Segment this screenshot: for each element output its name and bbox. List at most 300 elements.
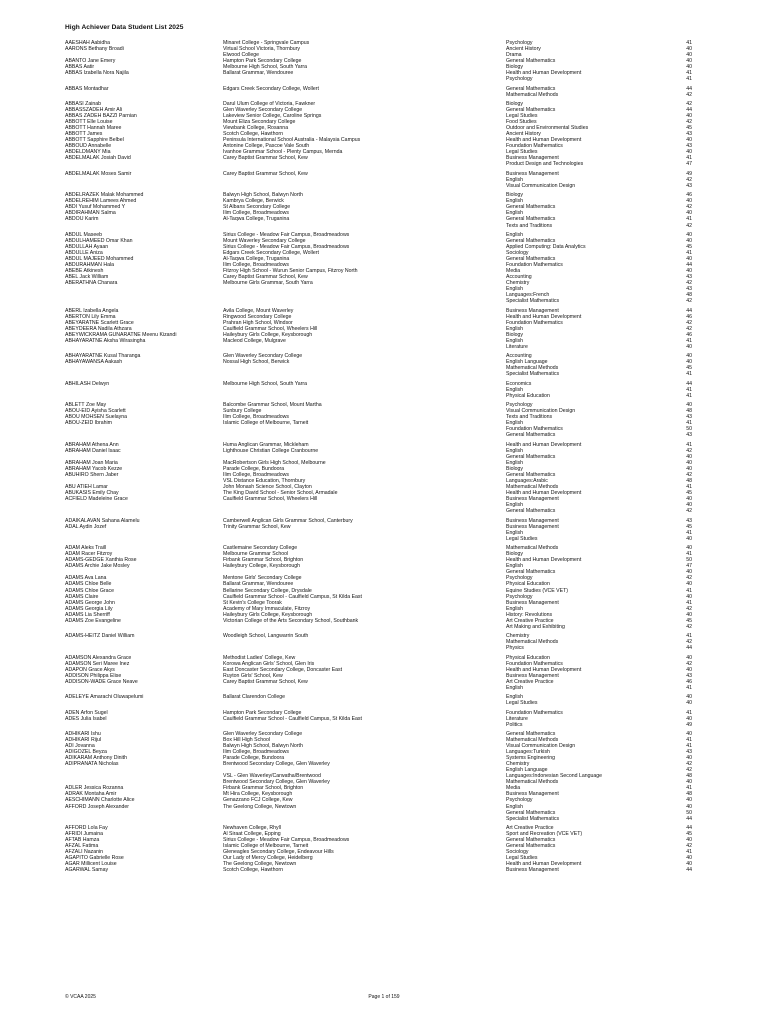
study-score: 40 [686,797,692,804]
school-name: Kambrya College, Berwick [223,198,284,205]
student-name: ABBOUD Annabelle [65,143,112,150]
school-name: Mentone Girls' Secondary College [223,575,302,582]
student-name: AGAR Millicent Louise [65,861,117,868]
subject-name: General Mathematics [506,569,556,576]
student-name: ABERL Izabella Angela [65,307,119,314]
study-score: 40 [686,755,692,762]
school-name: Scotch College, Hawthorn [223,131,283,138]
student-name: AFZALI Nazanin [65,849,104,856]
study-score: 40 [686,402,692,409]
student-name: ADI Jovanna [65,743,95,750]
subject-name: Foundation Mathematics [506,426,563,433]
subject-name: General Mathematics [506,432,556,439]
student-name: ABRAHAM Athena Ann [65,441,119,448]
subject-name: English [506,325,524,332]
student-name: AFRIDI Jumaina [65,831,104,838]
student-name: ABOU-EID Ayisha Scarlett [65,408,126,415]
study-score: 45 [686,617,692,624]
study-score: 40 [686,666,692,673]
study-score: 44 [686,380,692,387]
study-score: 45 [686,490,692,497]
study-score: 43 [686,286,692,293]
school-name: Trinity Grammar School, Kew [223,523,291,530]
study-score: 42 [686,623,692,630]
school-name: Lighthouse Christian College Cranbourne [223,447,319,454]
subject-name: History: Revolutions [506,611,553,618]
student-name: AFTAB Hamza [65,837,100,844]
study-score: 42 [686,222,692,229]
subject-name: Visual Communication Design [506,743,576,750]
student-name: ABHAYARATNE Aksha Wirasingha [65,337,146,344]
study-score: 50 [686,426,692,433]
subject-name: Legal Studies [506,855,538,862]
school-name: Ruyton Girls' School, Kew [223,672,283,679]
study-score: 43 [686,143,692,150]
student-name: ABDOU Karim [65,216,99,223]
study-score: 42 [686,472,692,479]
student-name: ABU ATIEH Lamar [65,484,108,491]
study-score: 41 [686,737,692,744]
subject-name: Mathematical Methods [506,737,559,744]
subject-name: English [506,529,524,536]
student-name: ABOU MOHSEN Suelayna [65,414,127,421]
subject-name: Literature [506,715,528,722]
subject-name: Art Creative Practice [506,678,554,685]
study-score: 40 [686,58,692,65]
study-score: 41 [686,684,692,691]
subject-name: Chemistry [506,633,530,640]
student-name: ADAMS-GEDGE Xanthia Rose [65,557,137,564]
school-name: Balcombe Grammar School, Mount Martha [223,402,322,409]
study-score: 41 [686,484,692,491]
school-name: Ilim College, Broadmeadows [223,749,290,756]
school-name: Parade College, Bundoora [223,755,285,762]
school-name: Carey Baptist Grammar School, Kew [223,155,308,162]
subject-name: General Mathematics [506,730,556,737]
subject-name: Mathematical Methods [506,545,559,552]
subject-name: Foundation Mathematics [506,262,563,269]
school-name: Sirius College - Meadow Fair Campus, Broadmeadows [223,231,350,238]
subject-name: English Language [506,359,548,366]
subject-name: English [506,198,524,205]
school-name: Carey Baptist Grammar School, Kew [223,274,308,281]
subject-name: General Mathematics [506,85,556,92]
subject-name: Mathematical Methods [506,779,559,786]
school-name: MacRobertson Girls High School, Melbourne [223,459,326,466]
subject-name: Psychology [506,76,533,83]
school-name: Melbourne High School, South Yarra [223,380,308,387]
student-name: ABOU-ZEID Ibrahim [65,420,112,427]
subject-name: Health and Human Development [506,441,582,448]
student-name: AARONS Bethany Broadi [65,46,124,53]
study-score: 40 [686,64,692,71]
subject-name: Business Management [506,517,559,524]
study-score: 44 [686,867,692,874]
school-name: Mount Eliza Secondary College [223,119,296,126]
student-name: ABERTON Lily Emma [65,313,116,320]
study-score: 40 [686,237,692,244]
study-score: 40 [686,466,692,473]
study-score: 41 [686,441,692,448]
student-name: ABEL Jack William [65,274,109,281]
study-score: 50 [686,809,692,816]
student-name: ABHAYARATNE Kusal Tharanga [65,353,141,360]
student-name: AFFORD Lola Fay [65,824,108,831]
subject-name: Business Management [506,155,559,162]
student-name: ADAMS Ava Lana [65,575,107,582]
study-score: 45 [686,243,692,250]
student-name: ABDELMALAK Moses Samir [65,170,132,177]
student-name: ADAMS Georgia Lily [65,605,113,612]
school-name: Ivanhoe Grammar School - Plenty Campus, Mernda [223,149,343,156]
footer-page-number: Page 1 of 159 [368,994,400,1000]
student-name: ABERATHNA Chanara [65,280,118,287]
subject-name: Legal Studies [506,149,538,156]
student-name: ABDUL Maseeb [65,231,103,238]
school-name: Scotch College, Hawthorn [223,867,283,874]
student-name: ADAMS Claire [65,593,99,600]
school-name: Islamic College of Melbourne, Tarneit [223,843,309,850]
school-name: Castlemaine Secondary College [223,545,298,552]
school-name: Avila College, Mount Waverley [223,307,294,314]
subject-name: General Mathematics [506,204,556,211]
student-name: ABEYWICKRAMA GUNARATNE Meenu Kizandi [65,331,177,338]
school-name: Edgars Creek Secondary College, Wollert [223,85,319,92]
subject-name: English [506,176,524,183]
study-score: 40 [686,343,692,350]
study-score: 40 [686,730,692,737]
subject-name: Media [506,268,521,275]
subject-name: Business Management [506,672,559,679]
school-name: St Kevin's College Toorak [223,599,282,606]
student-name: ADLER Jessica Rozanna [65,785,124,792]
subject-name: Sport and Recreation (VCE VET) [506,831,583,838]
student-name: ABUKASIS Emily Chay [65,490,119,497]
study-score: 46 [686,192,692,199]
study-score: 40 [686,569,692,576]
study-score: 40 [686,803,692,810]
study-score: 41 [686,337,692,344]
study-score: 40 [686,198,692,205]
school-name: Newhaven College, Rhyll [223,824,281,831]
study-score: 40 [686,502,692,509]
school-name: Bellarine Secondary College, Drysdale [223,587,312,594]
study-score: 41 [686,849,692,856]
subject-name: Legal Studies [506,113,538,120]
subject-name: Business Management [506,867,559,874]
student-name: ABLETT Zoe May [65,402,107,409]
subject-name: English [506,210,524,217]
student-name: ABDI Yusuf Mohammed Y [65,204,126,211]
study-score: 42 [686,575,692,582]
subject-name: General Mathematics [506,237,556,244]
subject-name: Health and Human Development [506,666,582,673]
school-name: Macleod College, Mulgrave [223,337,286,344]
subject-name: Biology [506,64,524,71]
study-score: 41 [686,785,692,792]
study-score: 42 [686,660,692,667]
school-name: Firbank Grammar School, Brighton [223,785,304,792]
school-name: The Geelong College, Newtown [223,861,297,868]
study-score: 46 [686,331,692,338]
study-score: 41 [686,70,692,77]
student-name: ADAIKALAVAN Sahana Alamelu [65,517,140,524]
student-name: ABBAS Montadhar [65,85,109,92]
subject-name: Foundation Mathematics [506,660,563,667]
subject-name: Physics [506,645,524,652]
study-score: 40 [686,855,692,862]
subject-name: Sociology [506,249,529,256]
student-name: ADELEYE Amarachi Oluwapelumi [65,694,144,701]
subject-name: Physical Education [506,654,550,661]
subject-name: Product Design and Technologies [506,161,584,168]
school-name: Prahran High School, Windsor [223,319,293,326]
study-score: 43 [686,672,692,679]
school-name: The Geelong College, Newtown [223,803,297,810]
study-score: 41 [686,216,692,223]
student-name: ADAMS Zoe Evangeline [65,617,121,624]
school-name: Ballarat Grammar, Wendouree [223,70,294,77]
student-name: ABBASSZADEH Amir Ali [65,107,123,114]
study-score: 43 [686,274,692,281]
subject-name: Art Creative Practice [506,824,554,831]
subject-name: English [506,386,524,393]
student-name: ABDELRAZEK Malak Mohammed [65,192,144,199]
student-name: AESCHIMANN Charlotte Alice [65,797,135,804]
school-name: Haileybury College, Keysborough [223,563,300,570]
school-name: Caulfield Grammar School, Wheelers Hill [223,325,318,332]
student-name: ABBAS ZADEH BAZZI Parnian [65,113,137,120]
school-name: Nossal High School, Berwick [223,359,290,366]
study-score: 40 [686,654,692,661]
school-name: VSL Distance Education, Thornbury [223,478,306,485]
study-score: 44 [686,262,692,269]
school-name: Peninsula International School Australia - Malaysia Campus [223,137,361,144]
student-name: ABRAHAM Joan Maria [65,459,118,466]
study-score: 41 [686,392,692,399]
study-score: 48 [686,478,692,485]
study-score: 40 [686,837,692,844]
study-score: 40 [686,353,692,360]
study-score: 41 [686,420,692,427]
subject-name: Health and Human Development [506,861,582,868]
study-score: 40 [686,453,692,460]
school-name: Elwood College [223,52,260,59]
subject-name: Foundation Mathematics [506,143,563,150]
student-name: ADAMS Chloe Grace [65,587,115,594]
subject-name: English [506,605,524,612]
study-score: 46 [686,313,692,320]
study-score: 48 [686,408,692,415]
subject-name: Specialist Mathematics [506,371,560,378]
subject-name: English [506,286,524,293]
student-name: ADAMS Archie Jake Mosley [65,563,130,570]
school-name: Edgars Creek Secondary College, Wollert [223,249,319,256]
study-score: 40 [686,149,692,156]
subject-name: Mathematical Methods [506,484,559,491]
subject-name: English Language [506,767,548,774]
subject-name: Foundation Mathematics [506,319,563,326]
subject-name: Texts and Traditions [506,222,553,229]
subject-name: Biology [506,101,524,108]
subject-name: Biology [506,466,524,473]
subject-name: Legal Studies [506,700,538,707]
study-score: 44 [686,85,692,92]
study-score: 42 [686,119,692,126]
school-name: Sirius College - Meadow Fair Campus, Broadmeadows [223,243,350,250]
student-name: AAESHAH Aabidha [65,40,110,46]
school-name: Carey Baptist Grammar School, Kew [223,170,308,177]
school-name: Mount Waverley Secondary College [223,237,306,244]
study-score: 40 [686,210,692,217]
subject-name: Ancient History [506,131,541,138]
student-name: ABEYARATNE Scarlett Grace [65,319,134,326]
study-score: 44 [686,645,692,652]
student-name: ADHIKARI Ishu [65,730,101,737]
student-name: ADAM Aleks Traill [65,545,107,552]
subject-name: Specialist Mathematics [506,815,560,822]
student-name: ADAMS Chloe Belle [65,581,112,588]
student-name: ABDELMALAK Josiah David [65,155,131,162]
school-name: Ilim College, Broadmeadows [223,414,290,421]
subject-name: Business Management [506,307,559,314]
study-score: 49 [686,721,692,728]
study-score: 40 [686,700,692,707]
subject-name: English [506,459,524,466]
subject-name: Literature [506,343,528,350]
subject-name: Business Management [506,496,559,503]
school-name: Ballarat Grammar, Wendouree [223,581,294,588]
school-name: Caulfield Grammar School - Caulfield Campus, St Kilda East [223,715,362,722]
study-score: 45 [686,125,692,132]
study-score: 41 [686,76,692,83]
subject-name: English [506,803,524,810]
study-score: 40 [686,545,692,552]
study-score: 46 [686,678,692,685]
school-name: Viewbank College, Rosanna [223,125,289,132]
student-name: ADAMS George John [65,599,115,606]
subject-name: Visual Communication Design [506,408,576,415]
school-name: Victorian College of the Arts Secondary School, Southbank [223,617,359,624]
subject-name: Psychology [506,575,533,582]
subject-name: English [506,502,524,509]
school-name: The King David School - Senior School, Armadale [223,490,338,497]
subject-name: Food Studies [506,119,537,126]
subject-name: Health and Human Development [506,490,582,497]
subject-name: Outdoor and Environmental Studies [506,125,589,132]
student-name: ABDULLAH Ayaan [65,243,109,250]
study-score: 40 [686,52,692,59]
study-score: 40 [686,459,692,466]
study-score: 41 [686,633,692,640]
school-name: Huma Anglican Grammar, Mickleham [223,441,309,448]
school-name: Caulfield Grammar School, Wheelers Hill [223,496,318,503]
school-name: Glen Waverley Secondary College [223,730,303,737]
study-score: 44 [686,815,692,822]
school-name: Firbank Grammar School, Brighton [223,557,304,564]
subject-name: General Mathematics [506,256,556,263]
study-score: 40 [686,581,692,588]
subject-name: Mathematical Methods [506,91,559,98]
study-score: 42 [686,280,692,287]
student-name: ABDUL MAJEED Mohammed [65,256,134,263]
student-name: ADES Julia Isabel [65,715,107,722]
study-score: 42 [686,91,692,98]
student-name: ABBASI Zainab [65,101,102,108]
study-score: 40 [686,535,692,542]
study-score: 45 [686,365,692,372]
student-name: ABHAYAWANSA Aakash [65,359,123,366]
school-name: VSL - Glen Waverley/Carwatha/Brentwood [223,773,321,780]
subject-name: Art Creative Practice [506,617,554,624]
student-name: ABRAHAM Daniel Isaac [65,447,121,454]
school-name: Mt Hira College, Keysborough [223,791,293,798]
student-name: ABDELDMANY Mia [65,149,111,156]
school-name: Haileybury Girls College, Keysborough [223,331,313,338]
student-name: ABDELREHIM Lamees Ahmed [65,198,137,205]
student-name: ABEYDEERA Nadila Athzara [65,325,132,332]
subject-name: Health and Human Development [506,313,582,320]
school-name: Parade College, Bundoora [223,466,285,473]
study-score: 40 [686,611,692,618]
study-score: 45 [686,831,692,838]
subject-name: Languages:French [506,292,550,299]
subject-name: Languages:Arabic [506,478,548,485]
school-name: Our Lady of Mercy College, Heidelberg [223,855,313,862]
study-score: 42 [686,325,692,332]
school-name: Al Siraat College, Epping [223,831,281,838]
study-score: 43 [686,749,692,756]
student-name: ABBAS Aatir [65,64,95,71]
study-score: 41 [686,551,692,558]
school-name: Antonine College, Pascoe Vale South [223,143,310,150]
subject-name: Physical Education [506,581,550,588]
student-name: ABDULLE Aniza [65,249,103,256]
study-score: 42 [686,767,692,774]
study-score: 40 [686,861,692,868]
school-name: Box Hill High School [223,737,270,744]
study-score: 42 [686,508,692,515]
school-name: Melbourne Grammar School [223,551,289,558]
study-score: 42 [686,101,692,108]
subject-name: English [506,684,524,691]
study-score: 40 [686,359,692,366]
school-name: Gleneagles Secondary College, Endeavour Hills [223,849,334,856]
school-name: Genazzano FCJ College, Kew [223,797,293,804]
study-score: 43 [686,414,692,421]
study-score: 42 [686,176,692,183]
subject-name: Health and Human Development [506,137,582,144]
study-score: 41 [686,709,692,716]
study-score: 44 [686,107,692,114]
school-name: Melbourne High School, South Yarra [223,64,308,71]
study-score: 42 [686,319,692,326]
student-name: ADRAK Montaha Amir [65,791,117,798]
subject-name: General Mathematics [506,453,556,460]
study-score: 47 [686,563,692,570]
school-name: Melbourne Girls Grammar, South Yarra [223,280,313,287]
student-table [0,40,768,873]
student-name: AGARWAL Samay [65,867,109,874]
study-score: 41 [686,155,692,162]
subject-name: Mathematical Methods [506,365,559,372]
school-name: Carey Baptist Grammar School, Kew [223,678,308,685]
subject-name: Biology [506,192,524,199]
subject-name: Chemistry [506,761,530,768]
study-score: 47 [686,161,692,168]
student-name: ABANTO Jane Emery [65,58,116,65]
subject-name: Specialist Mathematics [506,298,560,305]
